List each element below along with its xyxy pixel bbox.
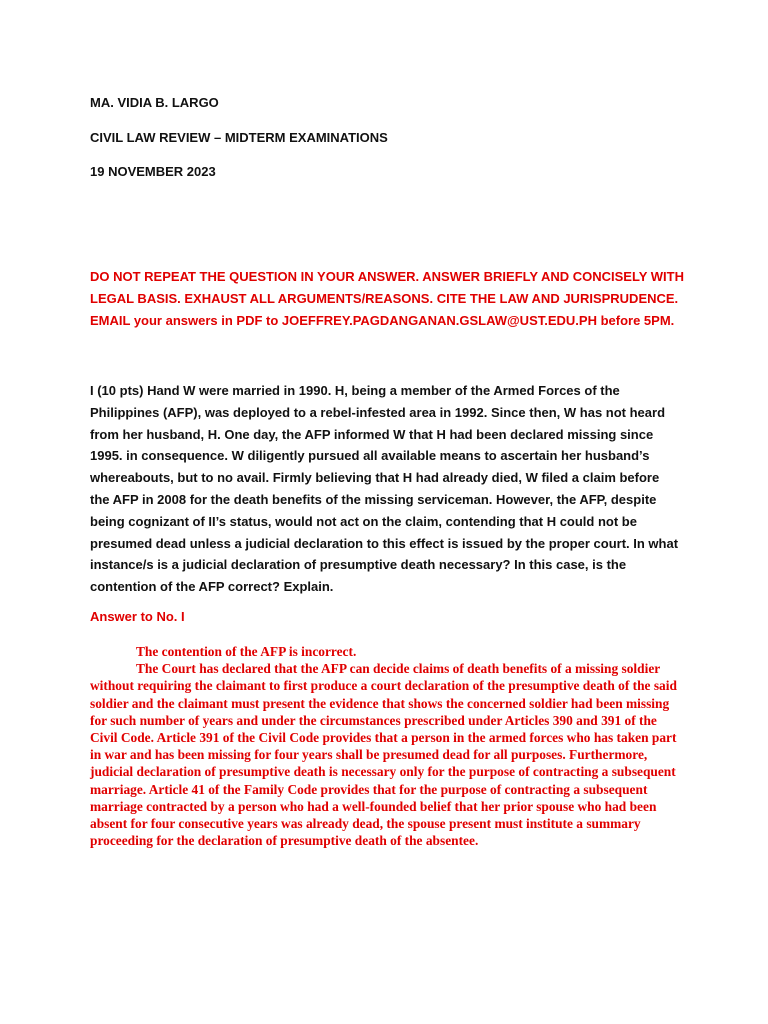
answer-paragraph: The Court has declared that the AFP can decide claims of death benefits of a missing soldier without requiring the claimant to first produce a court declaration of the presumptive death of the said soldier and the claimant must present the evidence that shows the concerned soldier had been missing for such number of years and under the circumstances prescribed under Articles 390 and 391 of the Civil Code. Article 391 of the Civil Code provides that a person in the armed forces who has taken part in war and has been missing for four years shall be presumed dead for all purposes. Furthermore, judicial declaration of presumptive death is necessary only for the purpose of contracting a subsequent marriage. Article 41 of the Family Code provides that for the purpose of contracting a subsequent marriage contracted by a person who had a well-founded belief that her prior spouse who had been absent for four consecutive years was already dead, the spouse present must institute a summary proceeding for the declaration of presumptive death of the absentee. <box>90 661 677 849</box>
exam-date: 19 NOVEMBER 2023 <box>90 164 216 179</box>
student-name: MA. VIDIA B. LARGO <box>90 95 219 110</box>
answer-body <box>90 643 684 849</box>
answer-heading: Answer to No. I <box>90 609 185 624</box>
exam-title: CIVIL LAW REVIEW – MIDTERM EXAMINATIONS <box>90 130 388 145</box>
answer-paragraph: The contention of the AFP is incorrect. <box>136 644 357 659</box>
question-text: I (10 pts) Hand W were married in 1990. H, being a member of the Armed Forces of the Philippines (AFP), was deployed to a rebel-infested area in 1992. Since then, W has not heard from her husband, H. One day, the AFP informed W that H had been declared missing since 1995. in consequence. W diligently pursued all available means to ascertain her husband’s whereabouts, but to no avail. Firmly believing that H had already died, W filed a claim before the AFP in 2008 for the death benefits of the missing serviceman. However, the AFP, despite being cognizant of II’s status, would not act on the claim, contending that H could not be presumed dead unless a judicial declaration to this effect is issued by the proper court. In what instance/s is a judicial declaration of presumptive death necessary? In this case, is the contention of the AFP correct? Explain. <box>90 383 679 595</box>
exam-instructions: DO NOT REPEAT THE QUESTION IN YOUR ANSWER. ANSWER BRIEFLY AND CONCISELY WITH LEGAL BASIS. EXHAUST ALL ARGUMENTS/REASONS. CITE THE LAW AND JURISPRUDENCE. EMAIL your answers in PDF to JOEFFREY.PAGDANGANAN.GSLAW@UST.EDU.PH before 5PM. <box>90 269 684 328</box>
